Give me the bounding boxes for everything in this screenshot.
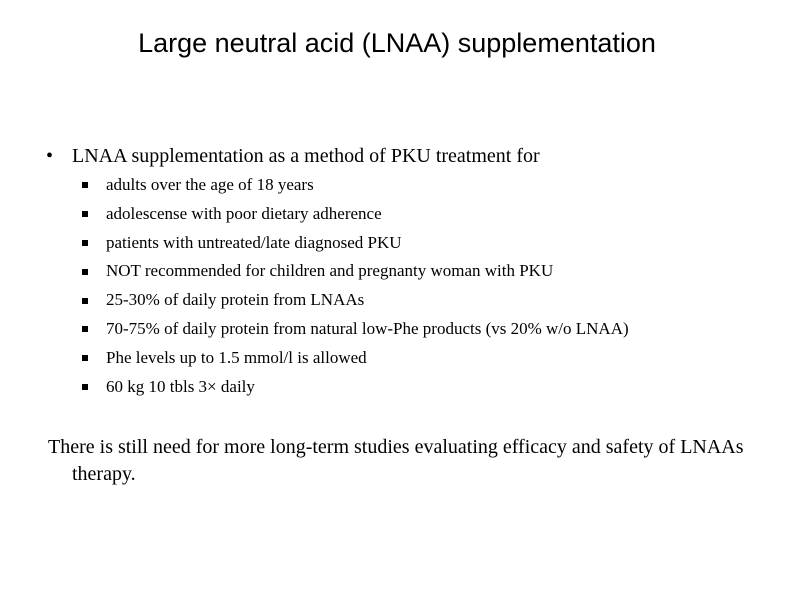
list-item-text: Phe levels up to 1.5 mmol/l is allowed — [106, 347, 367, 367]
main-bullet — [46, 143, 540, 169]
slide-title: Large neutral acid (LNAA) supplementation — [138, 28, 656, 58]
list-item-text: adolescense with poor dietary adherence — [106, 203, 382, 223]
list-item-text: NOT recommended for children and pregnanty woman with PKU — [106, 261, 554, 281]
square-bullet-icon — [82, 384, 88, 390]
list-item-text: 60 kg 10 tbls 3× daily — [106, 376, 255, 396]
square-bullet-icon — [82, 326, 88, 332]
list-item — [80, 257, 629, 286]
list-item-text: patients with untreated/late diagnosed PKU — [106, 232, 402, 252]
list-item — [80, 229, 629, 258]
conclusion-text: There is still need for more long-term studies evaluating efficacy and safety of LNAAs therapy. — [48, 436, 744, 485]
list-item-text: adults over the age of 18 years — [106, 175, 314, 194]
square-bullet-icon — [82, 269, 88, 275]
list-item — [80, 171, 629, 200]
bullet-dot: • — [46, 145, 54, 167]
main-bullet-text: LNAA supplementation as a method of PKU treatment for — [72, 145, 540, 167]
sub-bullet-list — [80, 171, 629, 401]
list-item-text: 25-30% of daily protein from LNAAs — [106, 290, 365, 310]
list-item-text: 70-75% of daily protein from natural low-Phe products (vs 20% w/o LNAA) — [106, 318, 629, 338]
list-item — [80, 286, 629, 315]
square-bullet-icon — [82, 240, 88, 246]
square-bullet-icon — [82, 211, 88, 217]
list-item — [80, 200, 629, 229]
list-item — [80, 315, 629, 344]
square-bullet-icon — [82, 355, 88, 361]
list-item — [80, 344, 629, 373]
square-bullet-icon — [82, 182, 88, 188]
list-item — [80, 373, 629, 402]
square-bullet-icon — [82, 298, 88, 304]
